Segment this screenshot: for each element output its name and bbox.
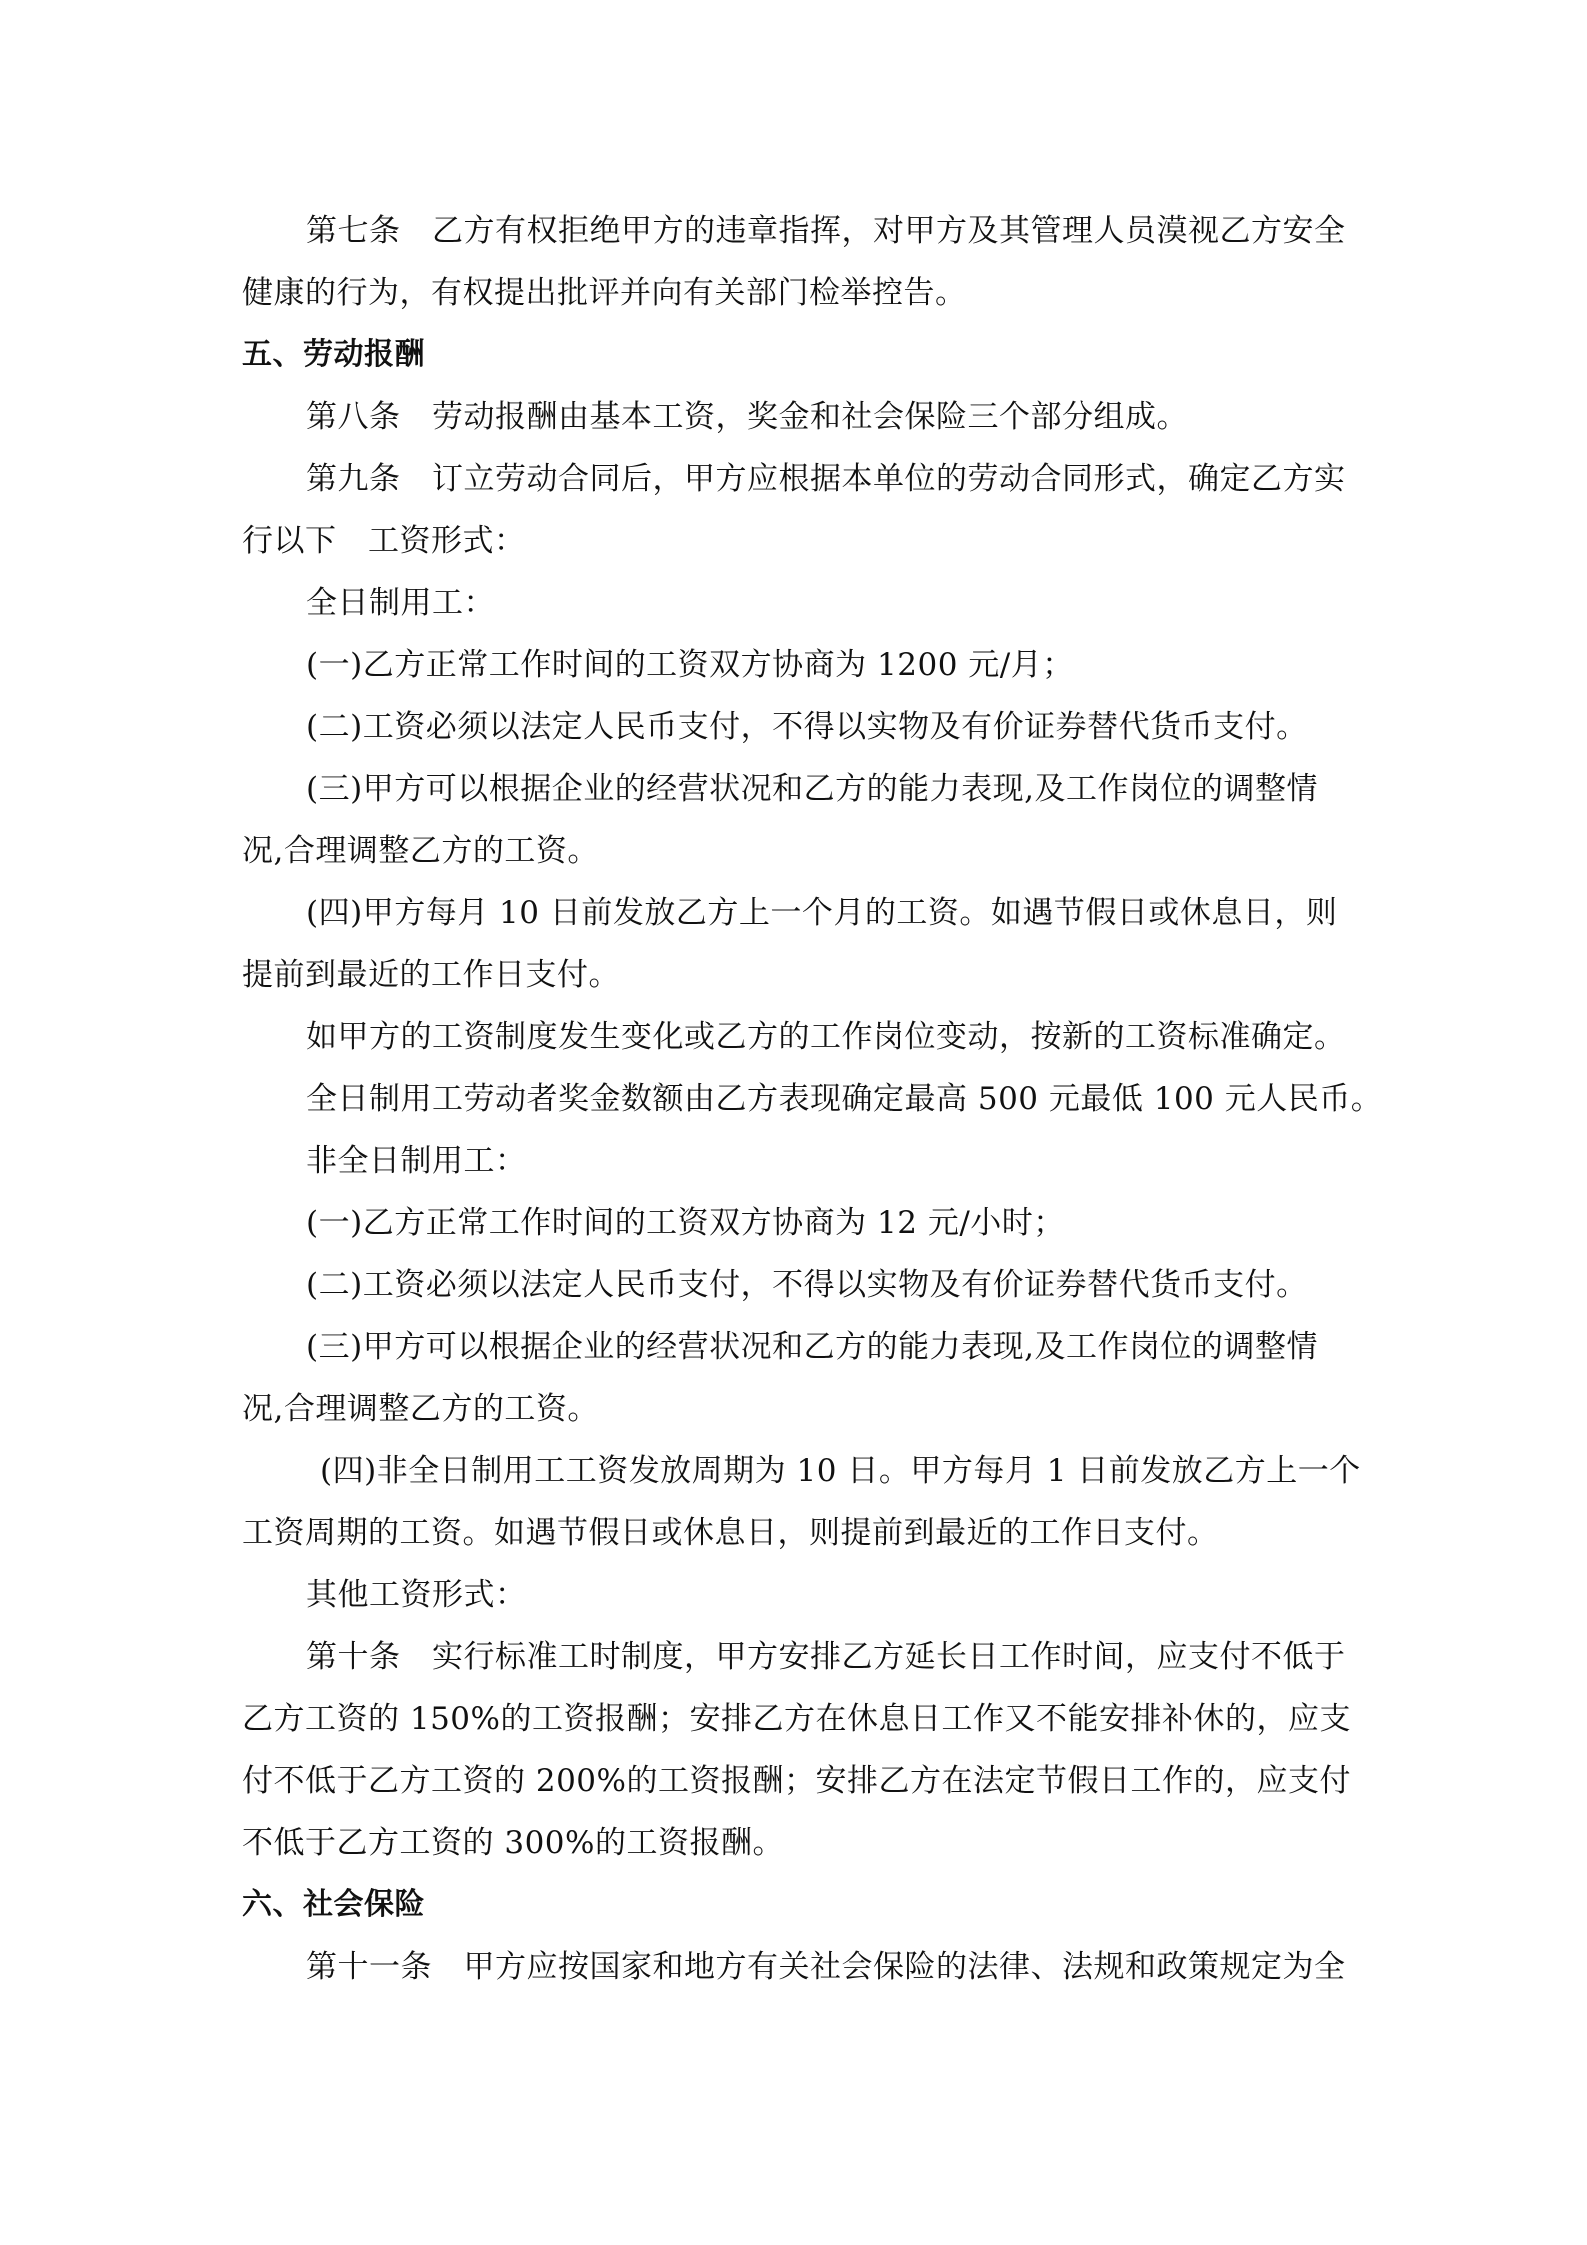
article-9-line-2: 行以下 工资形式： bbox=[242, 523, 526, 559]
article-10-line-1: 第十条 实行标准工时制度，甲方安排乙方延长日工作时间，应支付不低于 bbox=[306, 1639, 1346, 1675]
part-time-item-2: (二)工资必须以法定人民币支付，不得以实物及有价证券替代货币支付。 bbox=[306, 1267, 1308, 1303]
full-time-item-4-line-1: (四)甲方每月 10 日前发放乙方上一个月的工资。如遇节假日或休息日，则 bbox=[306, 895, 1338, 931]
article-10-line-2: 乙方工资的 150%的工资报酬；安排乙方在休息日工作又不能安排补休的，应支 bbox=[242, 1701, 1351, 1737]
section-heading-social-insurance: 六、社会保险 bbox=[242, 1887, 425, 1922]
part-time-item-1: (一)乙方正常工作时间的工资双方协商为 12 元/小时； bbox=[306, 1205, 1065, 1241]
wage-change-paragraph: 如甲方的工资制度发生变化或乙方的工作岗位变动，按新的工资标准确定。 bbox=[306, 1019, 1346, 1055]
part-time-item-3-line-2: 况,合理调整乙方的工资。 bbox=[242, 1391, 599, 1427]
part-time-item-3-line-1: (三)甲方可以根据企业的经营状况和乙方的能力表现,及工作岗位的调整情 bbox=[306, 1329, 1319, 1365]
full-time-item-3-line-1: (三)甲方可以根据企业的经营状况和乙方的能力表现,及工作岗位的调整情 bbox=[306, 771, 1319, 807]
article-7-line-1: 第七条 乙方有权拒绝甲方的违章指挥，对甲方及其管理人员漠视乙方安全 bbox=[306, 213, 1346, 249]
part-time-label: 非全日制用工： bbox=[306, 1143, 527, 1179]
full-time-item-4-line-2: 提前到最近的工作日支付。 bbox=[242, 957, 620, 993]
part-time-item-4-line-1: (四)非全日制用工工资发放周期为 10 日。甲方每月 1 日前发放乙方上一个 bbox=[320, 1453, 1361, 1489]
article-10-line-4: 不低于乙方工资的 300%的工资报酬。 bbox=[242, 1825, 784, 1861]
full-time-label: 全日制用工： bbox=[306, 585, 495, 621]
article-8-line-1: 第八条 劳动报酬由基本工资，奖金和社会保险三个部分组成。 bbox=[306, 399, 1188, 435]
other-wage-forms-label: 其他工资形式： bbox=[306, 1577, 527, 1613]
document-body bbox=[242, 200, 1383, 1998]
article-9-line-1: 第九条 订立劳动合同后，甲方应根据本单位的劳动合同形式，确定乙方实 bbox=[306, 461, 1346, 497]
section-heading-remuneration: 五、劳动报酬 bbox=[242, 337, 425, 372]
full-time-item-1: (一)乙方正常工作时间的工资双方协商为 1200 元/月； bbox=[306, 647, 1074, 683]
full-time-item-2: (二)工资必须以法定人民币支付，不得以实物及有价证券替代货币支付。 bbox=[306, 709, 1308, 745]
full-time-item-3-line-2: 况,合理调整乙方的工资。 bbox=[242, 833, 599, 869]
bonus-paragraph: 全日制用工劳动者奖金数额由乙方表现确定最高 500 元最低 100 元人民币。 bbox=[306, 1081, 1383, 1117]
article-11-line-1: 第十一条 甲方应按国家和地方有关社会保险的法律、法规和政策规定为全 bbox=[306, 1949, 1346, 1985]
article-7-line-2: 健康的行为，有权提出批评并向有关部门检举控告。 bbox=[242, 275, 967, 311]
part-time-item-4-line-2: 工资周期的工资。如遇节假日或休息日，则提前到最近的工作日支付。 bbox=[242, 1515, 1219, 1551]
article-10-line-3: 付不低于乙方工资的 200%的工资报酬；安排乙方在法定节假日工作的，应支付 bbox=[242, 1763, 1351, 1799]
